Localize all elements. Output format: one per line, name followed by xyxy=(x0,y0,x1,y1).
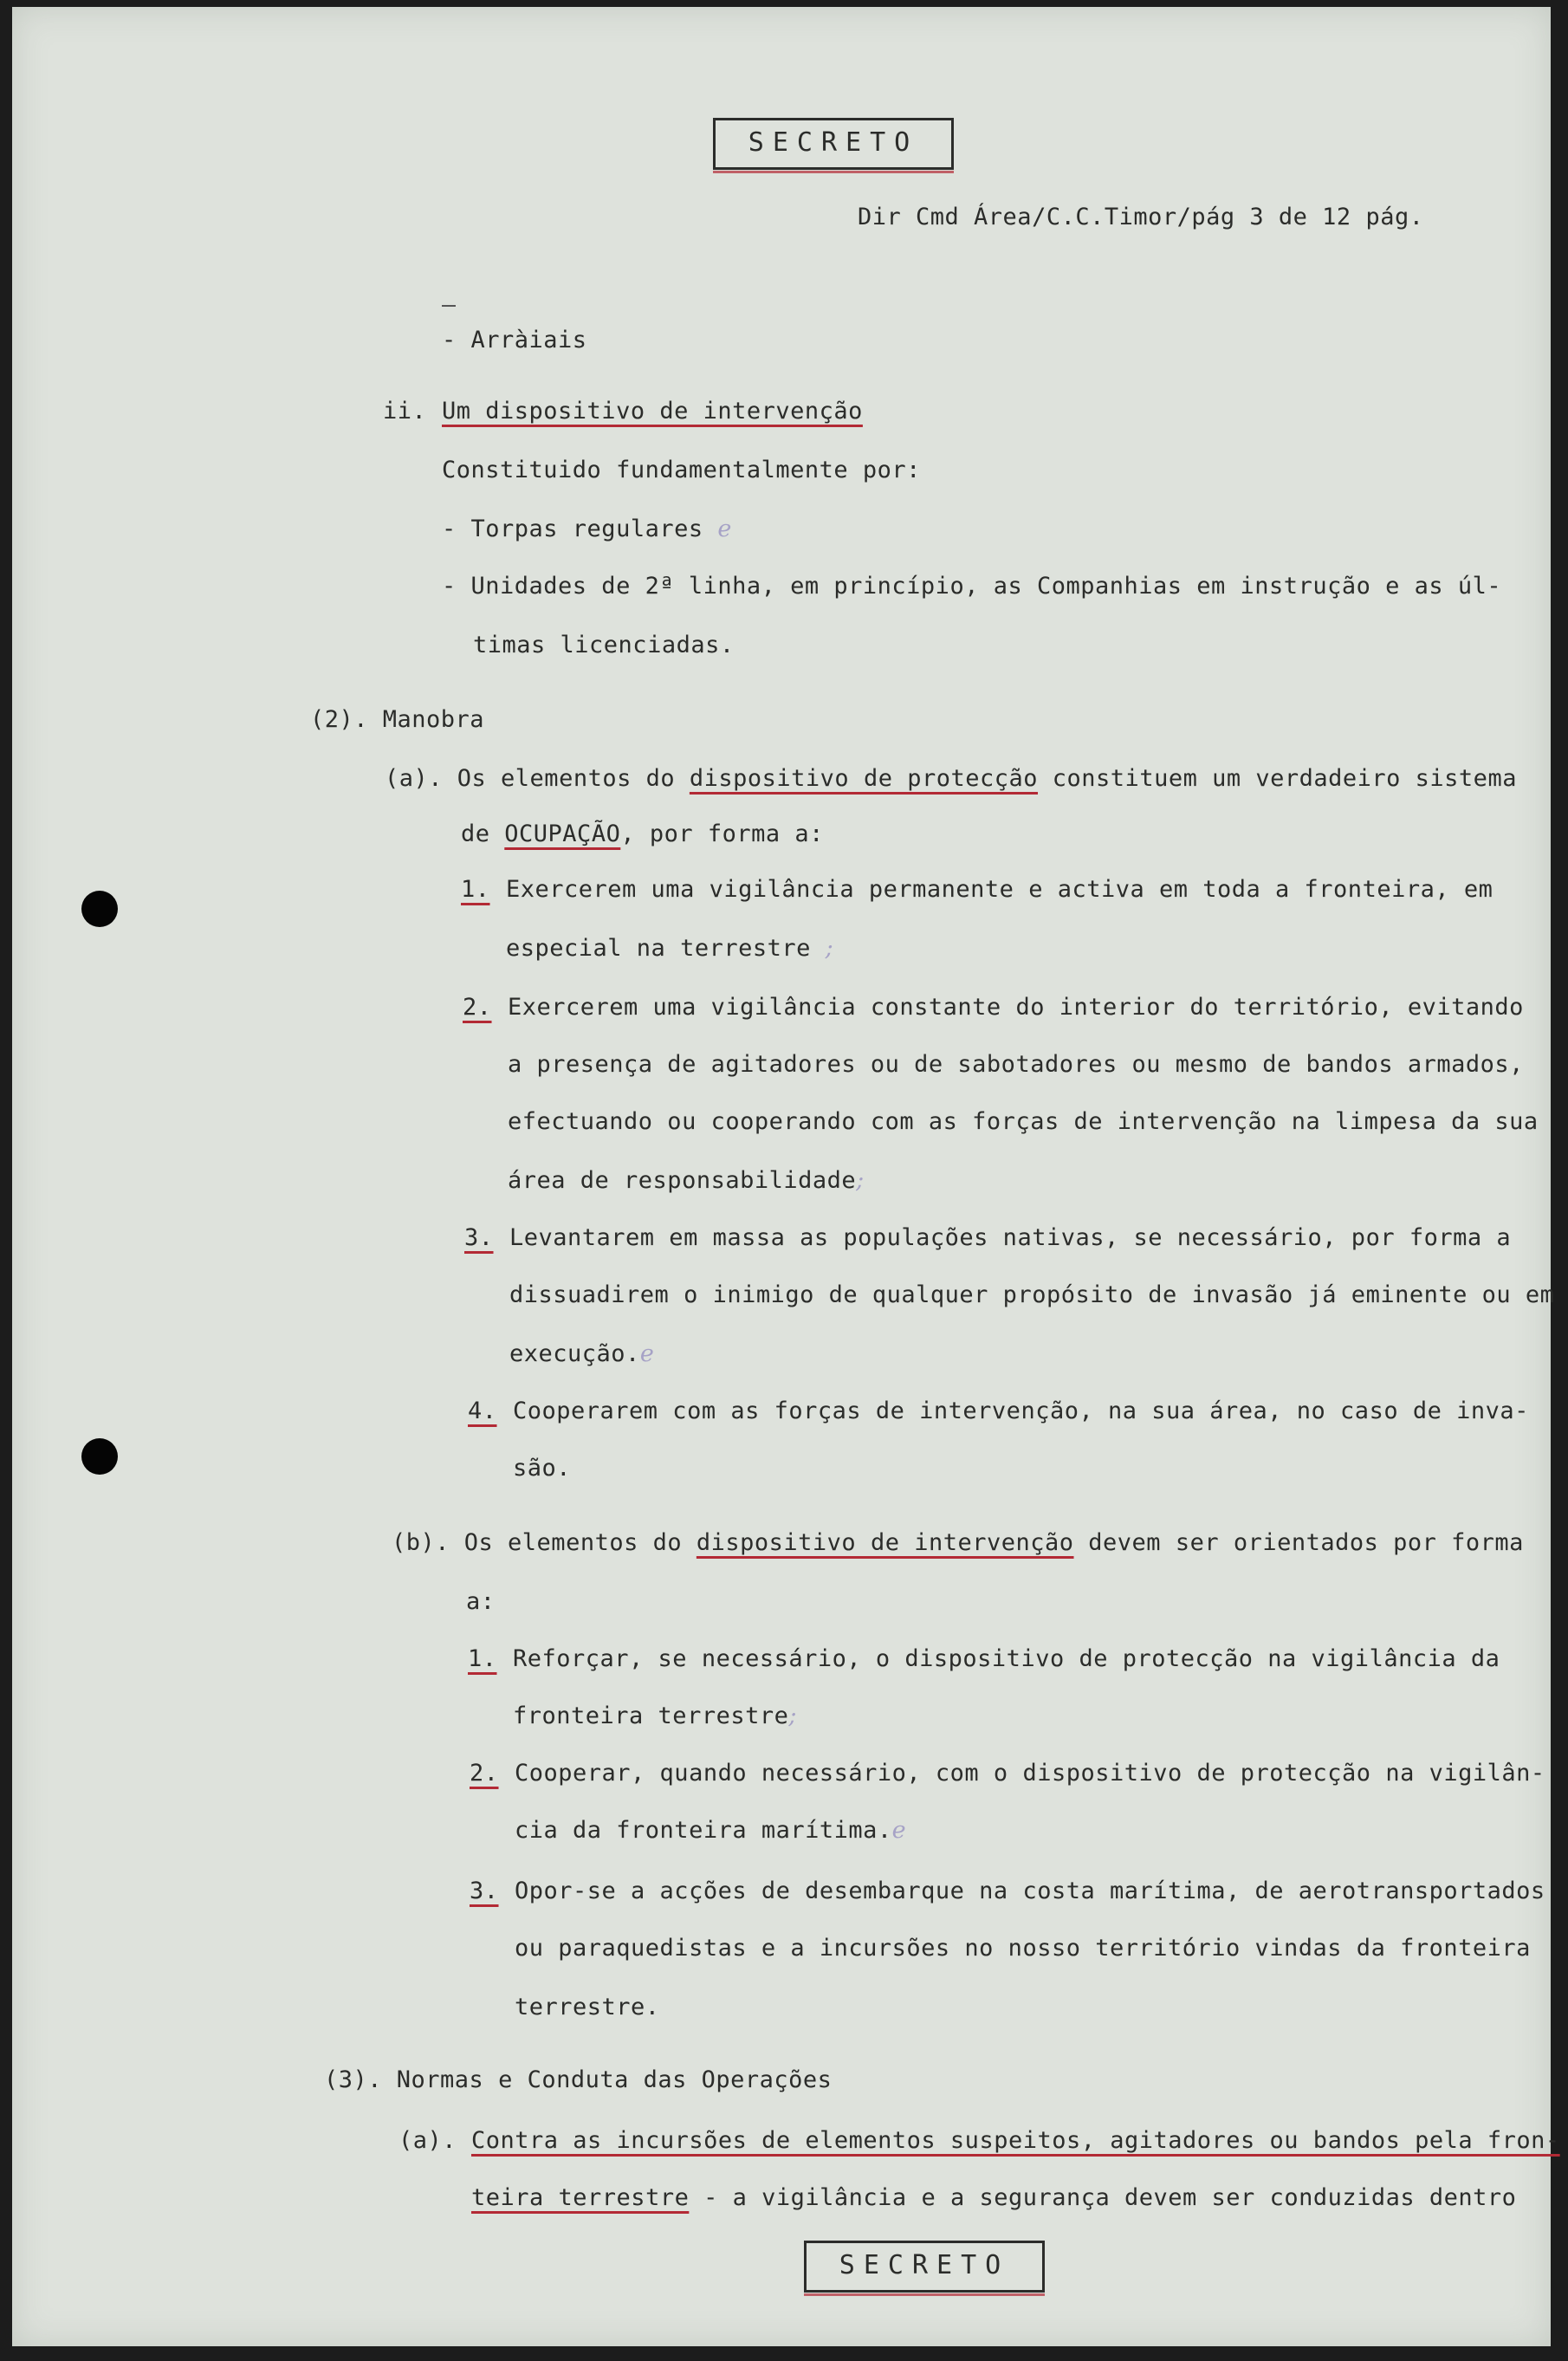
item-2-line1: Exercerem uma vigilância constante do interior do território, evitando xyxy=(508,994,1524,1021)
para-3a-number: (a). xyxy=(398,2127,457,2154)
secreto-stamp-top: SECRETO xyxy=(713,118,954,170)
item-1-line2: especial na terrestre ; xyxy=(506,935,834,962)
item-ii-number: ii. xyxy=(383,398,427,425)
section-normas: (3). Normas e Conduta das Operações xyxy=(324,2066,833,2093)
item-3-number: 3. xyxy=(464,1224,494,1251)
item-2-line3: efectuando ou cooperando com as forças de intervenção na limpesa da sua xyxy=(508,1108,1539,1135)
item-b3-line2: ou paraquedistas e a incursões no nosso território vindas da fronteira xyxy=(515,1935,1531,1962)
item-ii-title: Um dispositivo de intervenção xyxy=(442,398,863,425)
para-3a-line2: teira terrestre - a vigilância e a segurança devem ser conduzidas dentro xyxy=(471,2184,1517,2211)
item-1-line1: Exercerem uma vigilância permanente e activa em toda a fronteira, em xyxy=(506,876,1493,903)
item-b3-line3: terrestre. xyxy=(515,1994,660,2020)
punch-hole-top xyxy=(81,891,118,927)
item-b3-number: 3. xyxy=(470,1878,499,1904)
line-arraiais: - Arràiais xyxy=(442,327,587,354)
item-2-line4: área de responsabilidade; xyxy=(508,1167,865,1194)
line-unidades: - Unidades de 2ª linha, em princípio, as Companhias em instrução e as úl- xyxy=(442,573,1502,600)
item-b2-line1: Cooperar, quando necessário, com o dispositivo de protecção na vigilân- xyxy=(515,1760,1545,1787)
item-3-line2: dissuadirem o inimigo de qualquer propósito de invasão já eminente ou em xyxy=(509,1281,1555,1308)
page-reference: Dir Cmd Área/C.C.Timor/pág 3 de 12 pág. xyxy=(858,204,1424,230)
item-3-line1: Levantarem em massa as populações nativas, se necessário, por forma a xyxy=(509,1224,1512,1251)
document-page xyxy=(12,7,1560,2346)
item-2-number: 2. xyxy=(463,994,492,1021)
item-b1-number: 1. xyxy=(468,1645,497,1672)
para-b: (b). Os elementos do dispositivo de intervenção devem ser orientados por forma xyxy=(392,1529,1524,1556)
line-unidades-cont: timas licenciadas. xyxy=(473,632,735,658)
line-constituido: Constituido fundamentalmente por: xyxy=(442,457,921,483)
item-4-line2: são. xyxy=(513,1455,572,1482)
para-3a-line1: Contra as incursões de elementos suspeitos, agitadores ou bandos pela fron- xyxy=(471,2127,1560,2154)
dash-mark xyxy=(442,305,456,307)
para-a-cont: de OCUPAÇÃO, por forma a: xyxy=(461,821,824,847)
section-manobra: (2). Manobra xyxy=(310,706,485,733)
item-b3-line1: Opor-se a acções de desembarque na costa marítima, de aerotransportados xyxy=(515,1878,1545,1904)
item-2-line2: a presença de agitadores ou de sabotadores ou mesmo de bandos armados, xyxy=(508,1051,1524,1078)
item-1-number: 1. xyxy=(461,876,490,903)
secreto-stamp-bottom: SECRETO xyxy=(804,2241,1045,2293)
item-b1-line2: fronteira terrestre; xyxy=(513,1703,797,1729)
item-4-line1: Cooperarem com as forças de intervenção, na sua área, no caso de inva- xyxy=(513,1398,1529,1424)
item-4-number: 4. xyxy=(468,1398,497,1424)
line-torpas: - Torpas regulares e xyxy=(442,516,732,542)
punch-hole-bottom xyxy=(81,1438,118,1475)
item-b1-line1: Reforçar, se necessário, o dispositivo de protecção na vigilância da xyxy=(513,1645,1500,1672)
para-b-cont: a: xyxy=(466,1588,496,1615)
item-3-line3: execução.e xyxy=(509,1340,655,1367)
para-a: (a). Os elementos do dispositivo de protecção constituem um verdadeiro sistema xyxy=(385,765,1517,792)
item-b2-line2: cia da fronteira marítima.e xyxy=(515,1817,907,1844)
item-b2-number: 2. xyxy=(470,1760,499,1787)
